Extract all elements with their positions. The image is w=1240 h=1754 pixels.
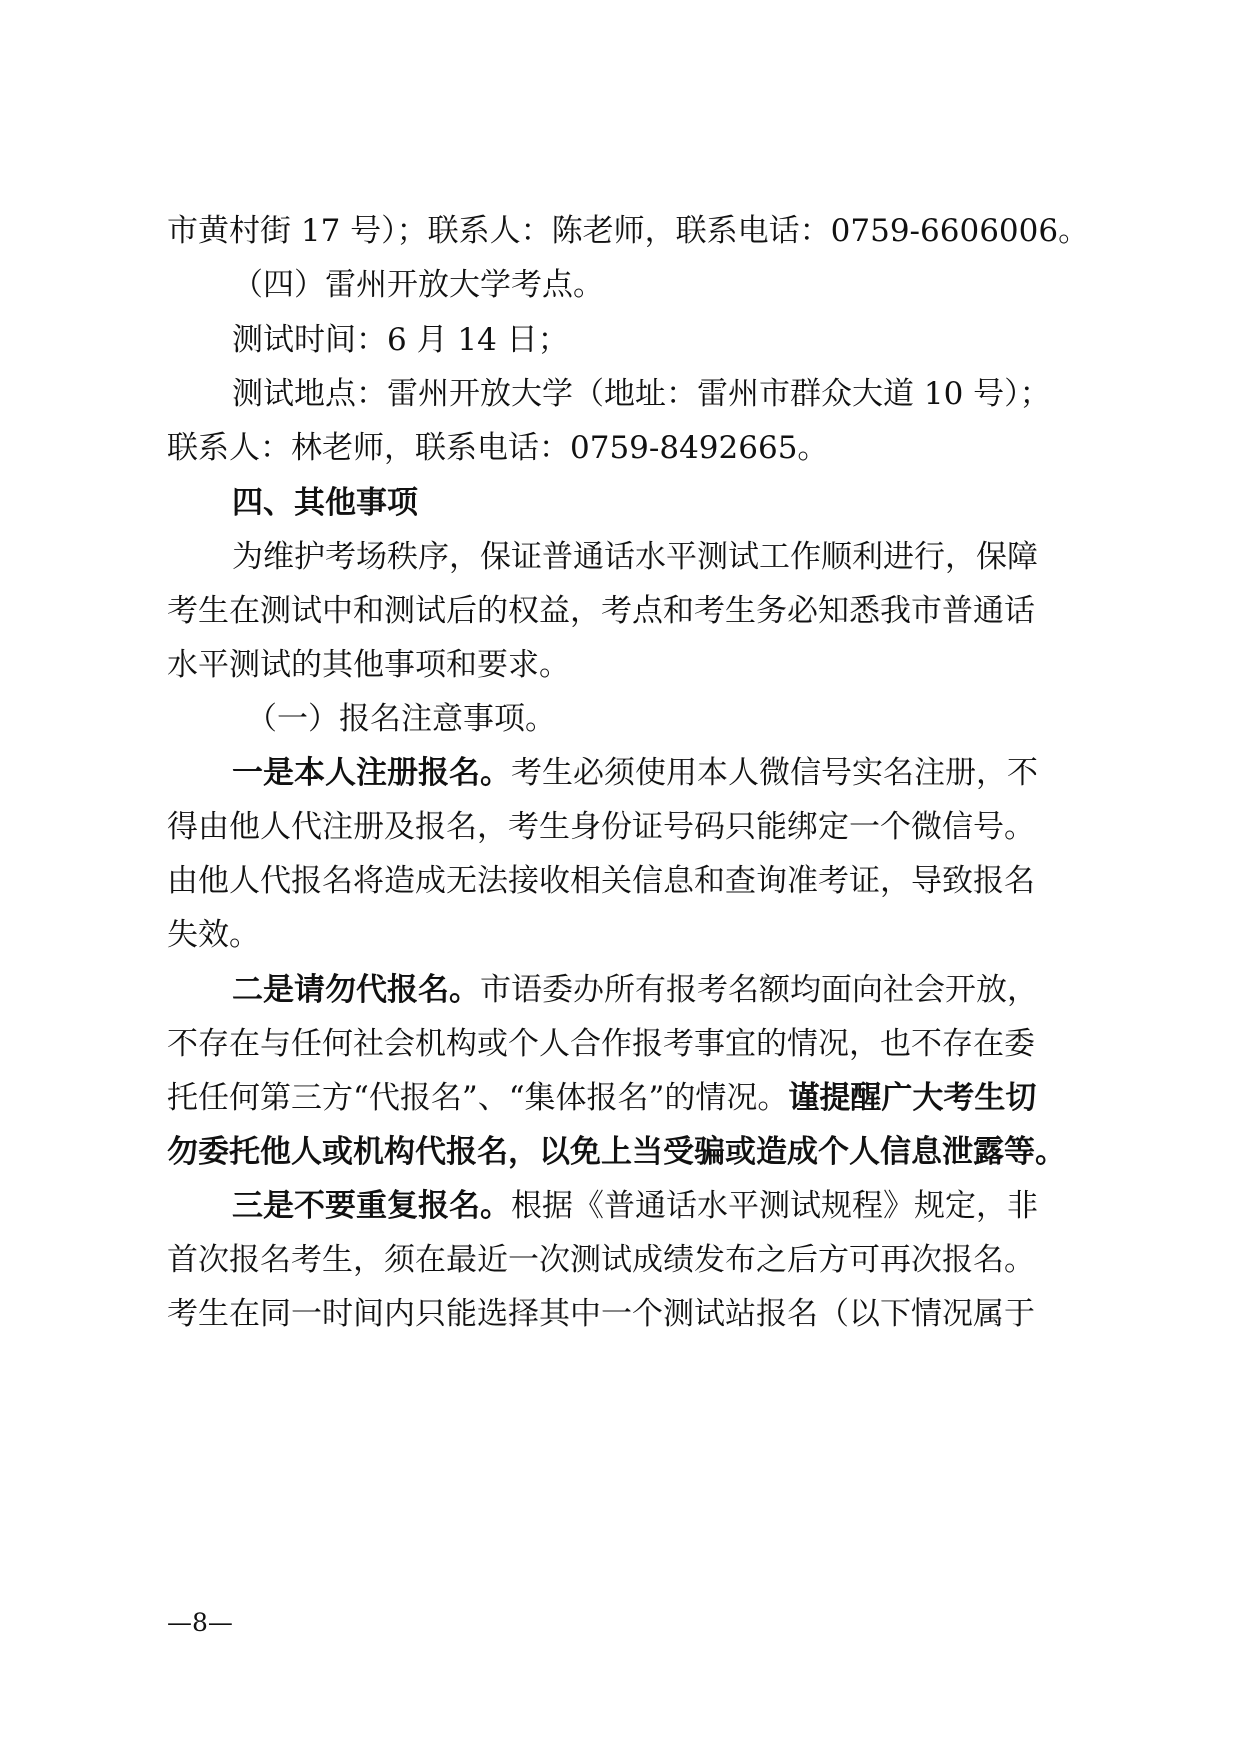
bold-warning-text: 谨提醒广大考生切 (788, 1080, 1037, 1116)
line-text: 为维护考场秩序，保证普通话水平测试工作顺利进行，保障 (232, 539, 1038, 575)
subsection-heading-registration (0, 699, 1240, 739)
paragraph-line (0, 861, 1240, 901)
paragraph-line (0, 970, 1240, 1010)
line-text: 得由他人代注册及报名，考生身份证号码只能绑定一个微信号。 (167, 809, 1035, 845)
paragraph-line (0, 1186, 1240, 1226)
paragraph-line (0, 1294, 1240, 1334)
line-text: 根据《普通话水平测试规程》规定，非 (511, 1188, 1038, 1224)
line-text: 测试时间：6 月 14 日； (232, 322, 569, 358)
bold-lead-text: 二是请勿代报名。 (232, 972, 480, 1008)
paragraph-line (0, 807, 1240, 847)
line-text: 首次报名考生，须在最近一次测试成绩发布之后方可再次报名。 (167, 1242, 1035, 1278)
paragraph-line (0, 537, 1240, 577)
line-text: 测试地点：雷州开放大学（地址：雷州市群众大道 10 号）； (232, 376, 1051, 412)
paragraph-line (0, 591, 1240, 631)
line-text: 失效。 (167, 917, 260, 953)
line-text: 考生在测试中和测试后的权益，考点和考生务必知悉我市普通话 (167, 593, 1035, 629)
test-time-line (0, 320, 1240, 360)
line-text: 考生必须使用本人微信号实名注册，不 (511, 755, 1038, 791)
line-text: 市黄村街 17 号）；联系人：陈老师，联系电话：0759-6606006。 (167, 213, 1090, 249)
paragraph-line (0, 1240, 1240, 1280)
test-location-line (0, 374, 1240, 414)
paragraph-line (0, 753, 1240, 793)
paragraph-line (0, 915, 1240, 955)
page-number: —8— (167, 1608, 233, 1637)
line-text: 市语委办所有报考名额均面向社会开放， (480, 972, 1038, 1008)
line-text: 由他人代报名将造成无法接收相关信息和查询准考证，导致报名 (167, 863, 1035, 899)
line-text: 不存在与任何社会机构或个人合作报考事宜的情况，也不存在委 (167, 1026, 1035, 1062)
bold-lead-text: 一是本人注册报名。 (232, 755, 511, 791)
paragraph-line (0, 1132, 1240, 1172)
contact-line (0, 428, 1240, 468)
paragraph-line (0, 1024, 1240, 1064)
body-line (0, 211, 1240, 251)
line-text: 四、其他事项 (232, 485, 418, 521)
line-text: 水平测试的其他事项和要求。 (167, 647, 570, 683)
paragraph-line (0, 1078, 1240, 1118)
section-heading-four (0, 265, 1240, 305)
line-text: 联系人：林老师，联系电话：0759-8492665。 (167, 430, 829, 466)
line-text: 勿委托他人或机构代报名，以免上当受骗或造成个人信息泄露等。 (167, 1134, 1066, 1170)
line-text: （四）雷州开放大学考点。 (232, 267, 604, 303)
line-text: （一）报名注意事项。 (246, 701, 556, 737)
line-text: 考生在同一时间内只能选择其中一个测试站报名（以下情况属于 (167, 1296, 1035, 1332)
line-text: 托任何第三方“代报名”、“集体报名”的情况。 (167, 1080, 789, 1116)
paragraph-line (0, 645, 1240, 685)
section-heading-other-matters (0, 483, 1240, 523)
bold-lead-text: 三是不要重复报名。 (232, 1188, 511, 1224)
